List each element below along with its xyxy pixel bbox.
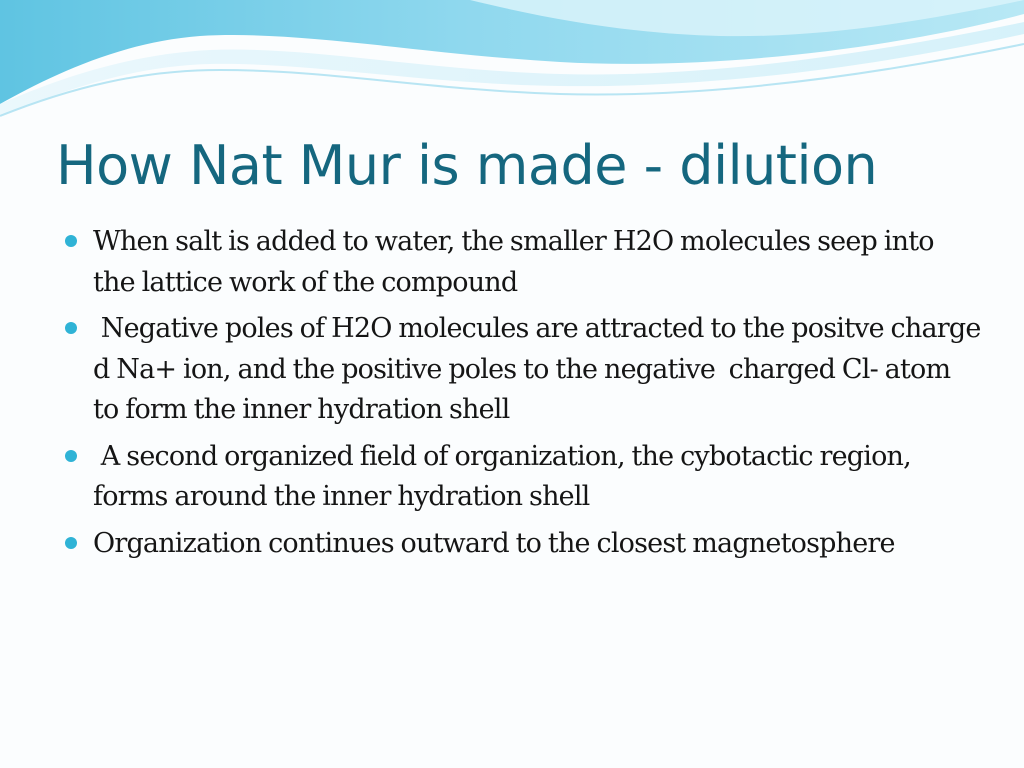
- bullet-dot-icon: [65, 450, 77, 462]
- bullet-text: Organization continues outward to the closest magnetosphere: [93, 527, 895, 559]
- bullet-dot-icon: [65, 235, 77, 247]
- bullet-text: Negative poles of H2O molecules are attracted to the positve charge d Na+ ion, and the positive poles to the negative charged Cl- atom to form the inner hydration shell: [93, 313, 988, 425]
- bullet-item: [62, 222, 982, 303]
- bullet-dot-icon: [65, 322, 77, 334]
- bullet-text: When salt is added to water, the smaller H2O molecules seep into the lattice work of the compound: [93, 226, 941, 298]
- bullet-dot-icon: [65, 537, 77, 549]
- slide-title: How Nat Mur is made - dilution: [56, 134, 878, 197]
- bullet-text: A second organized field of organization, the cybotactic region, forms around the inner hydration shell: [93, 440, 918, 512]
- bullet-item: [62, 524, 982, 565]
- header-wave-decoration: [0, 0, 1024, 130]
- bullet-item: [62, 309, 988, 431]
- bullet-list: [62, 222, 988, 570]
- bullet-item: [62, 437, 982, 518]
